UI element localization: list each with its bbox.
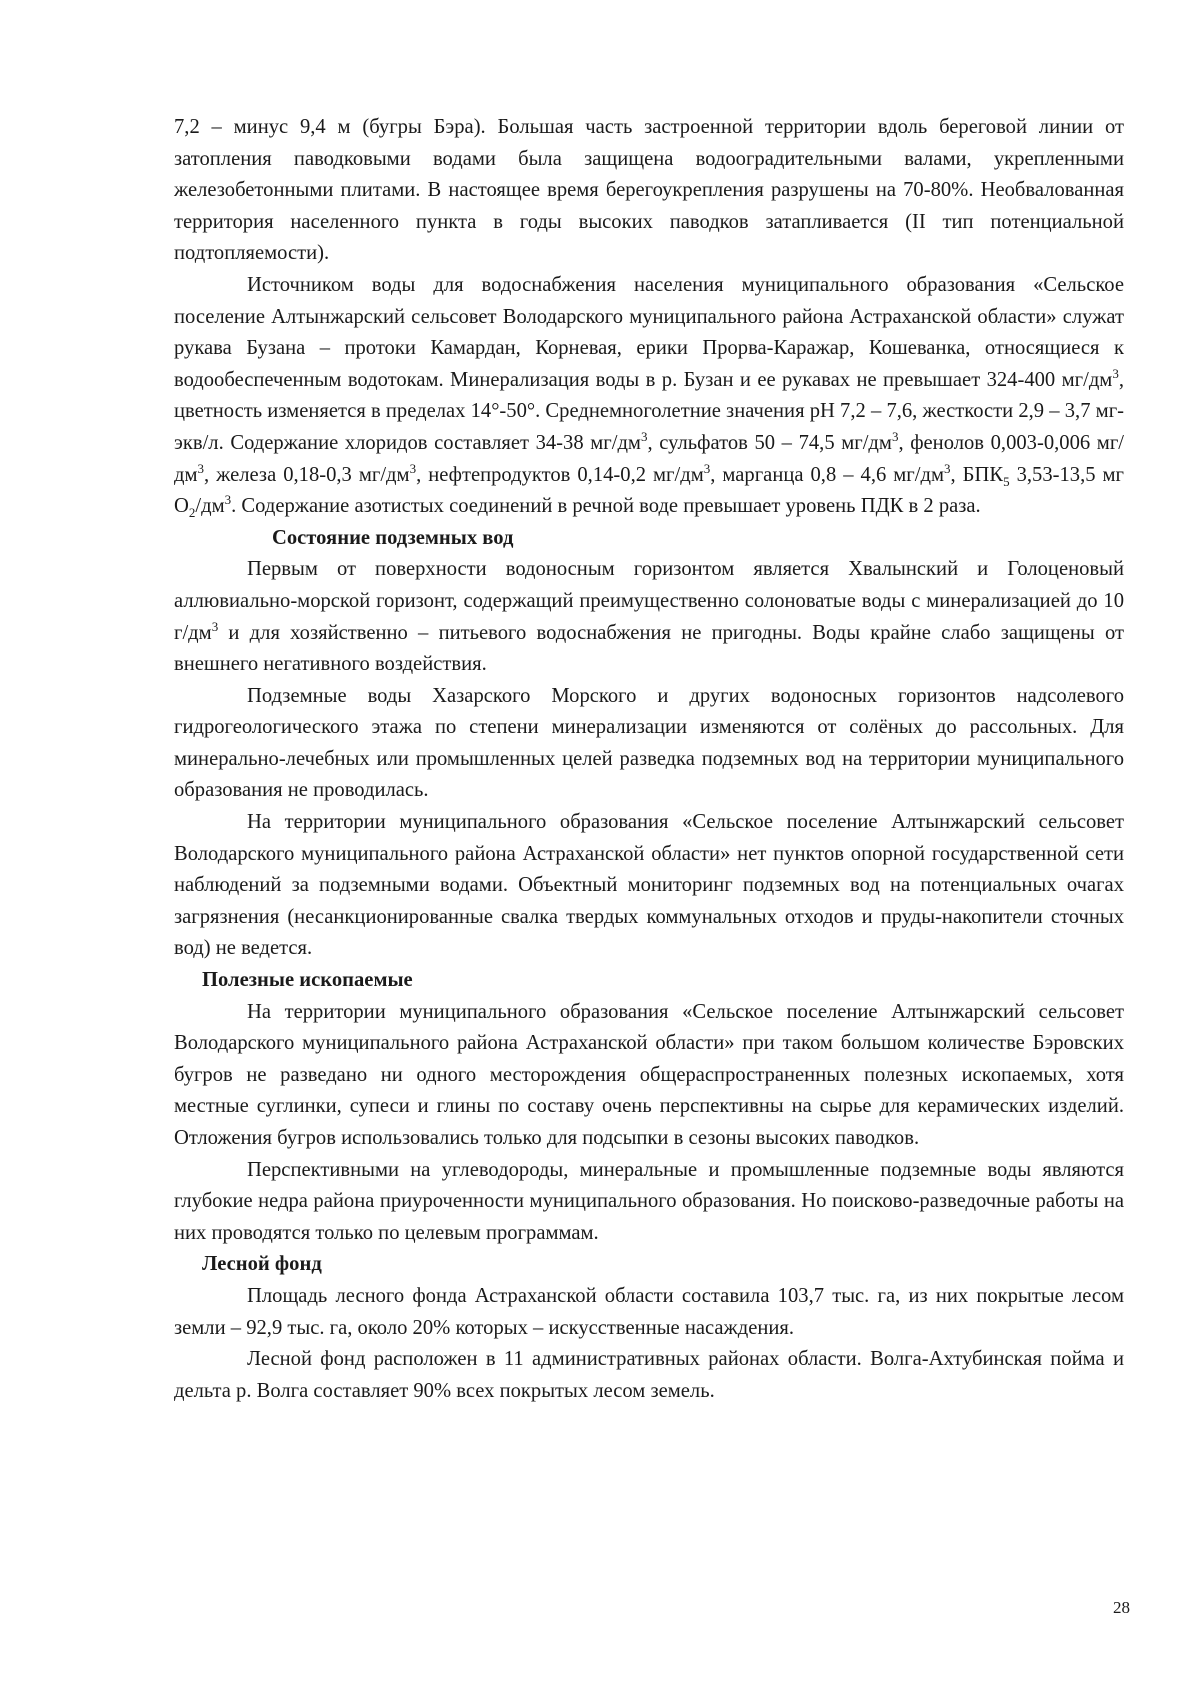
paragraph-first-aquifer [174,554,1124,680]
subscript: 5 [1003,473,1010,489]
superscript: 3 [944,460,951,476]
paragraph-flood-protection: 7,2 – минус 9,4 м (бугры Бэра). Большая часть застроенной территории вдоль береговой линии от затопления паводковыми водами была защищена водооградительными валами, укрепленными железобетонными плитами. В настоящее время берегоукрепления разрушены на 70-80%. Необвалованная территория населенного пункта в годы высоких паводков затапливается (II тип потенциальной подтопляемости). [174,116,1124,265]
paragraph-monitoring: На территории муниципального образования «Сельское поселение Алтынжарский сельсовет Володарского муниципального района Астраханской области» нет пунктов опорной государственной сети наблюдений за подземными водами. Объектный мониторинг подземных вод на потенциальных очагах загрязнения (несанкционированные свалка твердых коммунальных отходов и пруды-накопители сточных вод) не ведется. [174,811,1124,960]
text-span: , железа 0,18-0,3 мг/дм [204,463,410,486]
heading-groundwater-state: Состояние подземных вод [272,526,514,549]
superscript: 3 [1112,365,1119,381]
text-span: . Содержание азотистых соединений в речной воде превышает уровень ПДК в 2 раза. [231,495,981,518]
text-span: , БПК [950,463,1004,486]
text-span: 3,53-13,5 мг О [174,463,1125,518]
text-span: и для хозяйственно – питьевого водоснабжения не пригодны. Воды крайне слабо защищены от внешнего негативного воздействия. [174,621,1124,676]
subscript: 2 [188,505,196,521]
paragraph-forest-area: Площадь лесного фонда Астраханской области составила 103,7 тыс. га, из них покрытые лесом земли – 92,9 тыс. га, около 20% которых – искусственные насаждения. [174,1284,1124,1339]
heading-minerals: Полезные ископаемые [202,969,413,992]
text-span: Первым от поверхности водоносным горизонтом является Хвалынский и Голоценовый аллювиально-морской горизонт, содержащий преимущественно солоноватые воды с минерализацией до 10 г/дм [174,558,1124,644]
document-page [174,112,1124,1407]
text-span: , марганца 0,8 – 4,6 мг/дм [710,463,944,486]
paragraph-forest-districts: Лесной фонд расположен в 11 административных районах области. Волга-Ахтубинская пойма и дельта р. Волга составляет 90% всех покрытых лесом земель. [174,1348,1124,1402]
paragraph-water-supply [174,270,1124,523]
superscript: 3 [224,492,232,508]
superscript: 3 [211,618,219,634]
text-span: , цветность изменяется в пределах 14°-50°. Среднемноголетние значения рН 7,2 – 7,6, жесткости 2,9 – 3,7 мг-экв/л. Содержание хлоридов составляет 34-38 мг/дм [174,368,1124,454]
superscript: 3 [703,460,711,476]
paragraph-minerals-deposits: На территории муниципального образования «Сельское поселение Алтынжарский сельсовет Володарского муниципального района Астраханской области» при таком большом количестве Бэровских бугров не разведано ни одного месторождения общераспространенных полезных ископаемых, хотя местные суглинки, супеси и глины по составу очень перспективны на сырье для керамических изделий. Отложения бугров использовались только для подсыпки в сезоны высоких паводков. [174,1000,1124,1149]
superscript: 3 [409,460,417,476]
superscript: 3 [640,429,648,445]
text-span: /дм [195,495,225,518]
text-span: , нефтепродуктов 0,14-0,2 мг/дм [416,463,704,486]
text-span: Источником воды для водоснабжения населения муниципального образования «Сельское поселение Алтынжарский сельсовет Володарского муниципального района Астраханской области» служат рукава Бузана – протоки Камардан, Корневая, ерики Прорва-Каражар, Кошеванка, относящиеся к водообеспеченным водотокам. Минерализация воды в р. Бузан и ее рукавах не превышает 324-400 мг/дм [174,273,1124,391]
heading-forest-fund: Лесной фонд [202,1253,322,1276]
superscript: 3 [891,429,899,445]
text-span: , фенолов 0,003-0,006 мг/дм [174,431,1124,486]
paragraph-khazar-aquifer: Подземные воды Хазарского Морского и других водоносных горизонтов надсолевого гидрогеологического этажа по степени минерализации изменяются от солёных до рассольных. Для минерально-лечебных или промышленных целей разведка подземных вод на территории муниципального образования не проводилась. [174,684,1124,802]
paragraph-hydrocarbons: Перспективными на углеводороды, минеральные и промышленные подземные воды являются глубокие недра района приуроченности муниципального образования. Но поисково-разведочные работы на них проводятся только по целевым программам. [174,1158,1124,1244]
text-span: , сульфатов 50 – 74,5 мг/дм [647,431,892,454]
superscript: 3 [197,460,205,476]
page-number: 28 [1113,1598,1130,1617]
